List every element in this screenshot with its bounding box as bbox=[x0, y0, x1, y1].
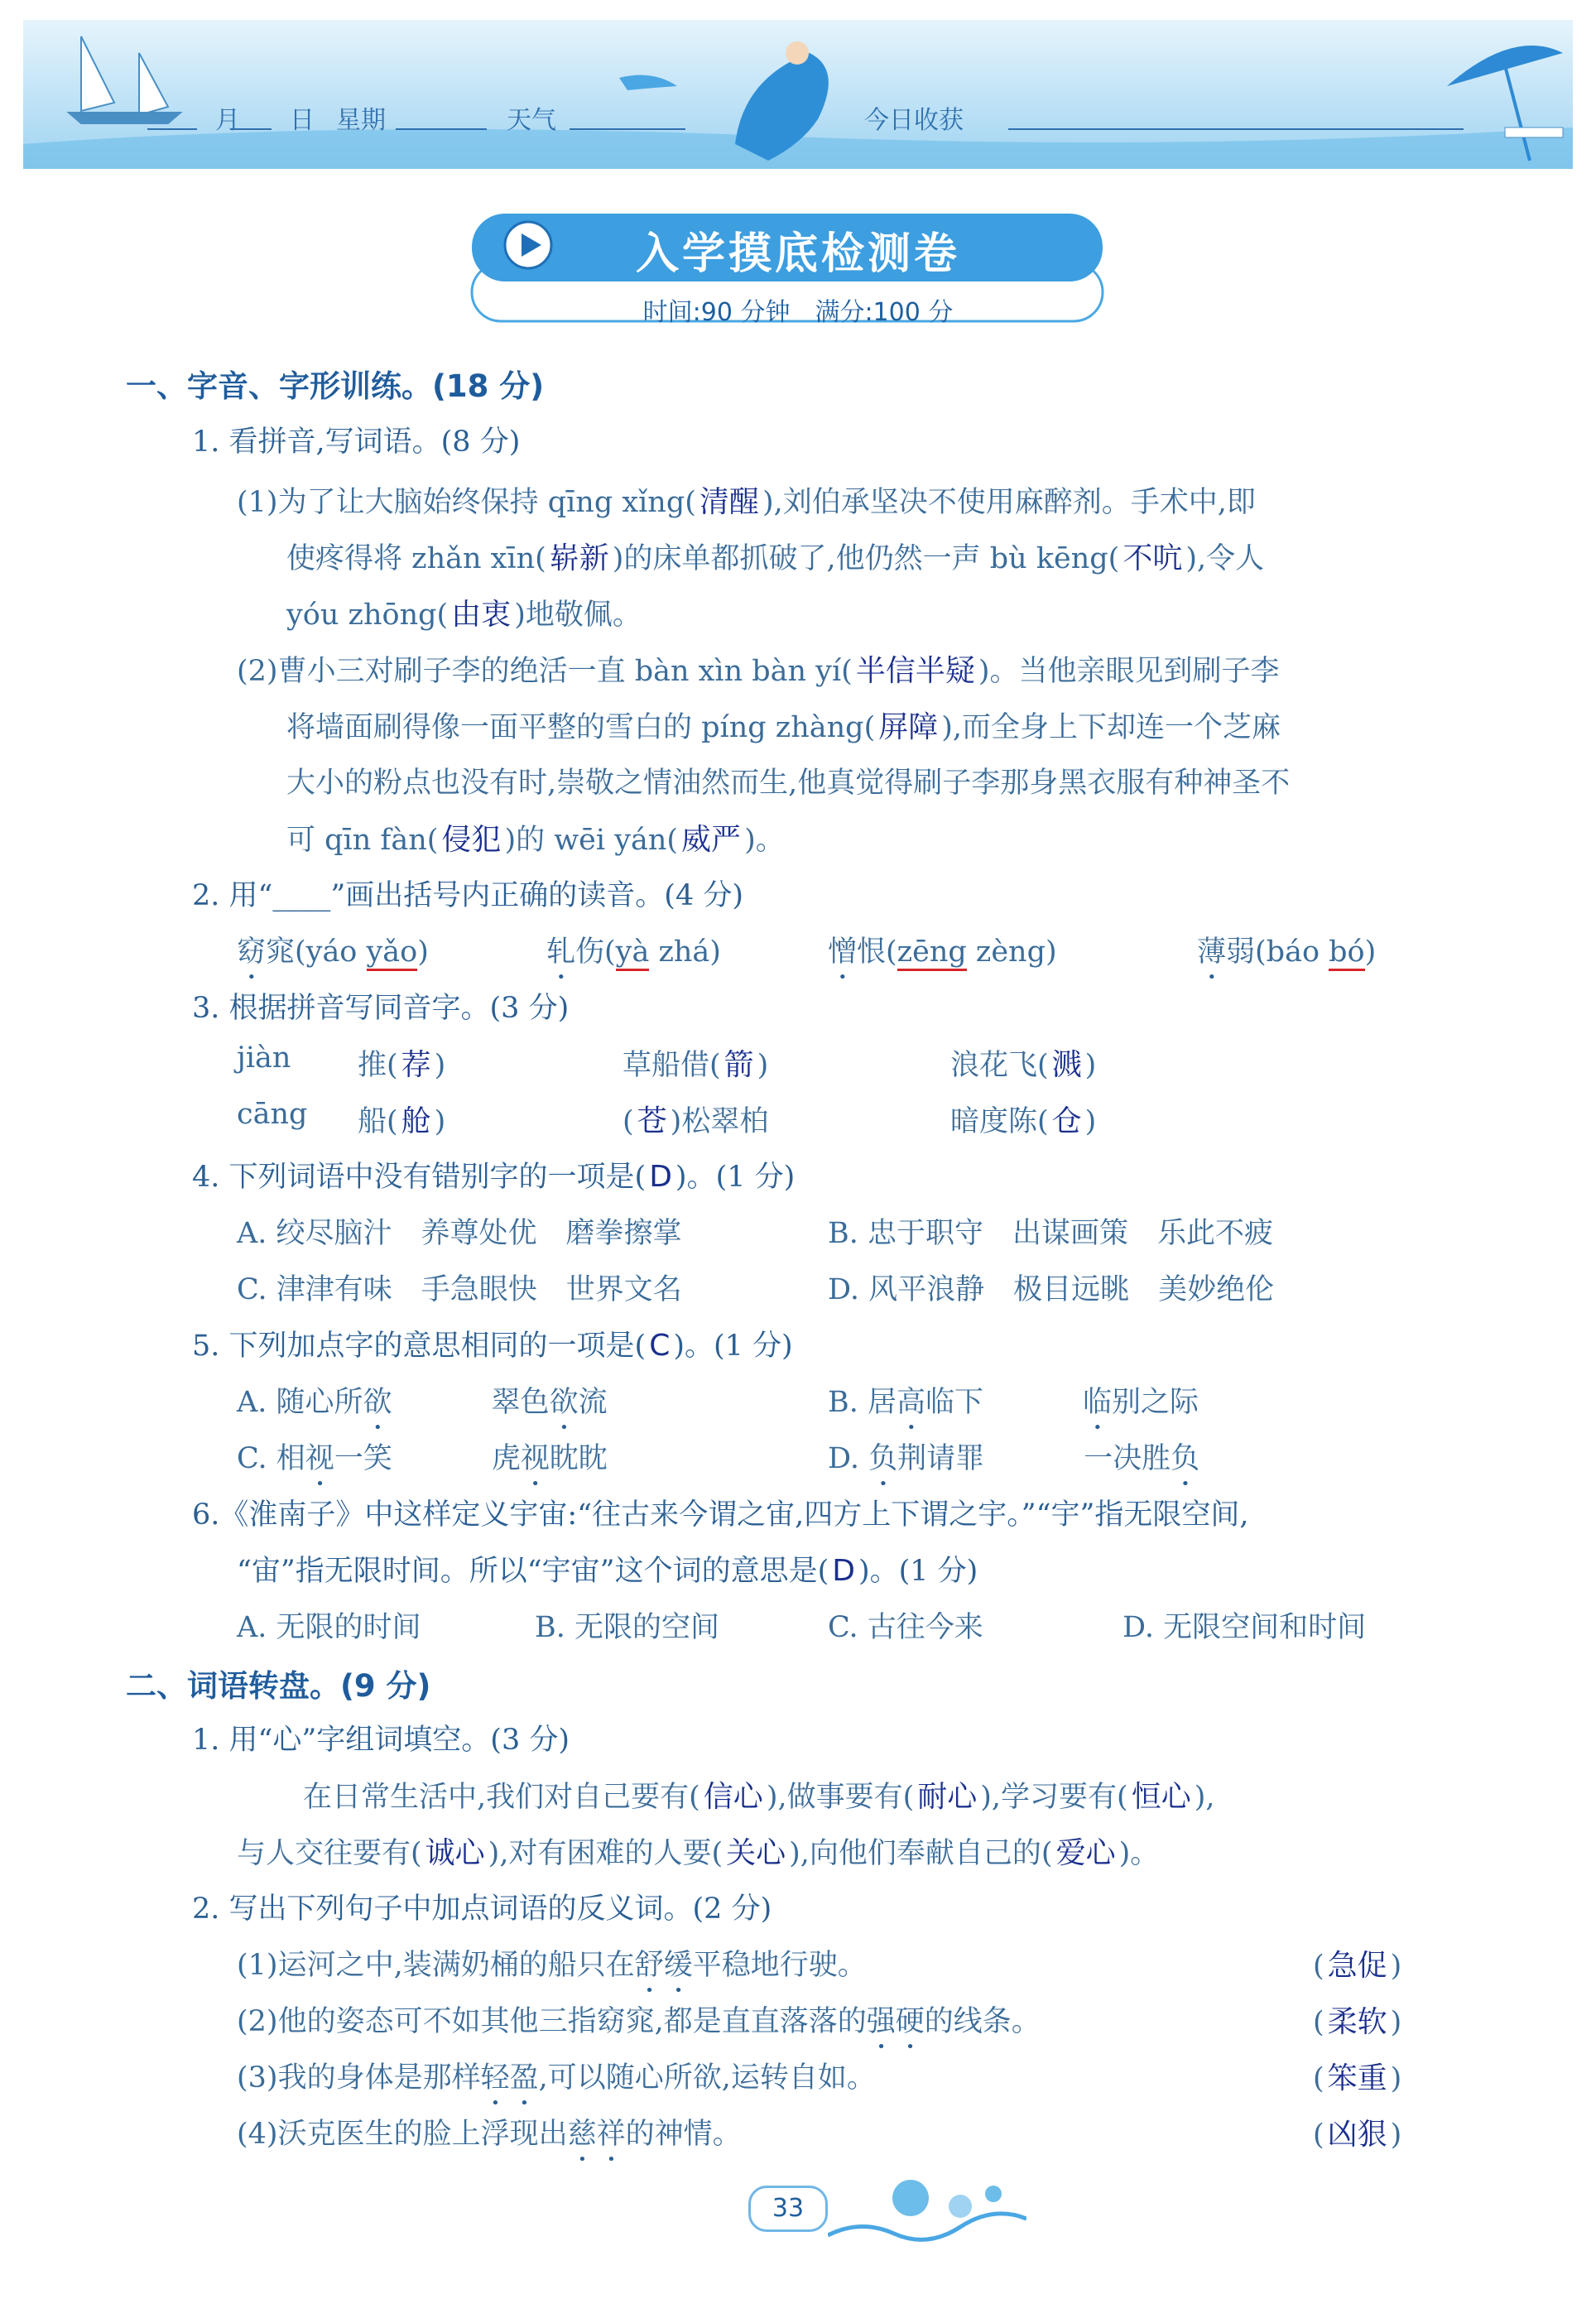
q1-p1-line3: yóu zhōng( 由衷 )地敬佩。 bbox=[286, 598, 642, 632]
q4-option-a: A. 绞尽脑汁 养尊处优 磨拳擦掌 bbox=[237, 1217, 682, 1250]
s2-q2-sentence-4: (4)沃克医生的脸上浮现出慈祥的神情。 bbox=[237, 2118, 742, 2151]
s2-q2-answer-4: ( 凶狠 ) bbox=[1313, 2118, 1402, 2152]
q4-option-b: B. 忠于职守 出谋画策 乐此不疲 bbox=[828, 1217, 1273, 1250]
section-2-heading: 二、词语转盘。(9 分) bbox=[126, 1668, 431, 1704]
q6-option-a: A. 无限的时间 bbox=[237, 1611, 421, 1644]
section-1-heading: 一、字音、字形训练。(18 分) bbox=[126, 368, 545, 404]
title-subtitle: 时间:90 分钟 满分:100 分 bbox=[642, 298, 954, 327]
q6-option-d: D. 无限空间和时间 bbox=[1122, 1611, 1367, 1644]
q1-p2-line4: 可 qīn fàn( 侵犯 )的 wēi yán( 威严 )。 bbox=[286, 823, 785, 857]
s2-q2-sentence-3: (3)我的身体是那样轻盈,可以随心所欲,运转自如。 bbox=[237, 2061, 876, 2095]
s2-q1-line-2: 与人交往要有( 诚心 ),对有困难的人要( 关心 ),向他们奉献自己的( 爱心 )。 bbox=[237, 1836, 1160, 1870]
q1-p1-line1: (1)为了让大脑始终保持 qīng xǐng( 清醒 ),刘伯承坚决不使用麻醉剂。手术中,即 bbox=[237, 485, 1256, 519]
q3-r2c3: 暗度陈( 仓 ) bbox=[950, 1104, 1097, 1138]
q2-item-1: 窈窕(yáo yǎo) bbox=[237, 929, 429, 986]
q3-pinyin-1: jiàn bbox=[237, 1041, 291, 1075]
q5-option-c: C. 相视一笑 虎视眈眈 bbox=[237, 1442, 608, 1475]
s2-q2-sentence-2: (2)他的姿态可不如其他三指窈窕,都是直直落落的强硬的线条。 bbox=[237, 2005, 1041, 2038]
q2-item-4: 薄弱(báo bó) bbox=[1197, 929, 1376, 986]
header-weather-label: 天气 bbox=[507, 106, 556, 135]
q1-p1-line2: 使疼得将 zhǎn xīn( 崭新 )的床单都抓破了,他仍然一声 bù kēng( 不吭 ),令人 bbox=[286, 541, 1265, 575]
q5-option-d: D. 负荆请罪 一决胜负 bbox=[828, 1442, 1200, 1475]
header-day-label: 日 bbox=[290, 106, 315, 135]
q6-option-b: B. 无限的空间 bbox=[535, 1611, 719, 1644]
q5-option-b: B. 居高临下 临别之际 bbox=[828, 1386, 1199, 1419]
footer-wave-decoration bbox=[828, 2161, 1026, 2252]
q1-p2-line1: (2)曹小三对刷子李的绝活一直 bàn xìn bàn yí( 半信半疑 )。当他亲眼见到刷子李 bbox=[237, 654, 1280, 688]
s2-q1-line-1: 在日常生活中,我们对自己要有( 信心 ),做事要有( 耐心 ),学习要有( 恒心 ), bbox=[303, 1780, 1215, 1814]
q2-item-2: 轧伤(yà zhá) bbox=[546, 929, 721, 986]
q3-r2c2: ( 苍 )松翠柏 bbox=[623, 1104, 769, 1138]
page-number: 33 bbox=[748, 2186, 828, 2232]
q6-line-1: 6.《淮南子》中这样定义宇宙:“往古来今谓之宙,四方上下谓之宇。”“宇”指无限空间, bbox=[192, 1498, 1249, 1532]
s2-q2-sentence-1: (1)运河之中,装满奶桶的船只在舒缓平稳地行驶。 bbox=[237, 1949, 867, 1982]
header-harvest-label: 今日收获 bbox=[864, 106, 964, 135]
page-title: 入学摸底检测卷 bbox=[635, 229, 960, 279]
q2-item-3: 憎恨(zēng zèng) bbox=[828, 929, 1057, 986]
q2-heading: 2. 用“____”画出括号内正确的读音。(4 分) bbox=[192, 879, 744, 912]
s2-q2-answer-2: ( 柔软 ) bbox=[1313, 2005, 1402, 2039]
s2-q1-heading: 1. 用“心”字组词填空。(3 分) bbox=[192, 1724, 570, 1757]
q3-heading: 3. 根据拼音写同音字。(3 分) bbox=[192, 992, 570, 1025]
s2-q2-answer-1: ( 急促 ) bbox=[1313, 1949, 1402, 1983]
q3-r1c2: 草船借( 箭 ) bbox=[623, 1048, 769, 1082]
q3-r2c1: 船( 舱 ) bbox=[358, 1104, 446, 1138]
q4-heading: 4. 下列词语中没有错别字的一项是( D )。(1 分) bbox=[192, 1160, 796, 1194]
q4-option-c: C. 津津有味 手急眼快 世界文名 bbox=[237, 1273, 682, 1306]
s2-q2-heading: 2. 写出下列句子中加点词语的反义词。(2 分) bbox=[192, 1893, 772, 1926]
q1-p2-line3: 大小的粉点也没有时,崇敬之情油然而生,他真觉得刷子李那身黑衣服有种神圣不 bbox=[286, 767, 1291, 800]
q4-option-d: D. 风平浪静 极目远眺 美妙绝伦 bbox=[828, 1273, 1275, 1306]
q5-option-a: A. 随心所欲 翠色欲流 bbox=[237, 1386, 608, 1419]
q6-option-c: C. 古往今来 bbox=[828, 1611, 983, 1644]
header-banner bbox=[23, 20, 1573, 169]
q1-heading: 1. 看拼音,写词语。(8 分) bbox=[192, 426, 521, 459]
q1-p2-line2: 将墙面刷得像一面平整的雪白的 píng zhàng( 屏障 ),而全身上下却连一个芝麻 bbox=[286, 710, 1281, 744]
q6-line-2: “宙”指无限时间。所以“宇宙”这个词的意思是( D )。(1 分) bbox=[237, 1554, 978, 1588]
header-weekday-label: 星期 bbox=[336, 106, 386, 135]
header-month-label: 月 bbox=[215, 106, 240, 135]
q3-r1c1: 推( 荐 ) bbox=[358, 1048, 446, 1082]
q3-r1c3: 浪花飞( 溅 ) bbox=[950, 1048, 1097, 1082]
q5-heading: 5. 下列加点字的意思相同的一项是( C )。(1 分) bbox=[192, 1329, 793, 1363]
q3-pinyin-2: cāng bbox=[237, 1098, 308, 1131]
s2-q2-answer-3: ( 笨重 ) bbox=[1313, 2061, 1402, 2095]
